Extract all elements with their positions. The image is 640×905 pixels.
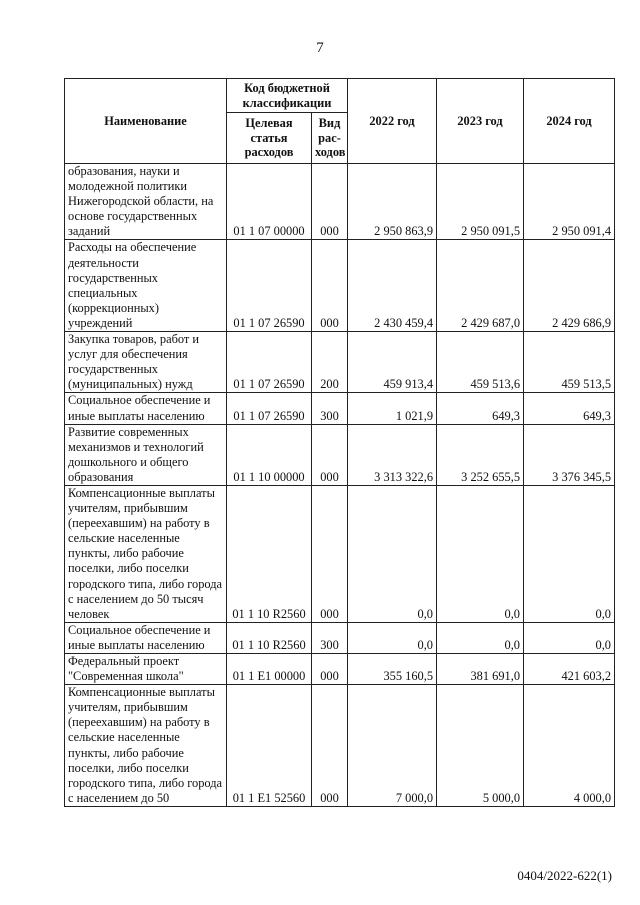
row-value-2022: 0,0	[348, 485, 437, 622]
header-expense-type: Вид рас-ходов	[312, 113, 348, 164]
row-name: Социальное обеспечение и иные выплаты населению	[65, 393, 227, 424]
row-value-2022: 459 913,4	[348, 332, 437, 393]
header-name: Наименование	[65, 79, 227, 164]
table-row	[65, 164, 615, 240]
row-type: 000	[312, 424, 348, 485]
row-name: Компенсационные выплаты учителям, прибывшим (переехавшим) на работу в сельские населенные пункты, либо рабочие поселки, либо поселки городского типа, либо города с населением до 50 тысяч человек	[65, 485, 227, 622]
row-value-2024: 0,0	[524, 622, 615, 653]
table-row	[65, 393, 615, 424]
row-value-2024: 421 603,2	[524, 654, 615, 685]
row-value-2023: 2 950 091,5	[437, 164, 524, 240]
row-value-2023: 5 000,0	[437, 685, 524, 807]
table-row	[65, 424, 615, 485]
table-header	[65, 79, 615, 164]
header-year-2024: 2024 год	[524, 79, 615, 164]
row-value-2022: 1 021,9	[348, 393, 437, 424]
row-type: 000	[312, 240, 348, 332]
row-value-2024: 459 513,5	[524, 332, 615, 393]
row-value-2024: 3 376 345,5	[524, 424, 615, 485]
row-name: Федеральный проект "Современная школа"	[65, 654, 227, 685]
row-code: 01 1 07 26590	[227, 332, 312, 393]
document-code: 0404/2022-622(1)	[517, 868, 612, 883]
row-type: 300	[312, 393, 348, 424]
row-name: Развитие современных механизмов и технологий дошкольного и общего образования	[65, 424, 227, 485]
table-row	[65, 622, 615, 653]
row-value-2023: 0,0	[437, 622, 524, 653]
table-body	[65, 164, 615, 807]
row-value-2024: 2 429 686,9	[524, 240, 615, 332]
row-code: 01 1 E1 52560	[227, 685, 312, 807]
row-code: 01 1 07 00000	[227, 164, 312, 240]
table-row	[65, 654, 615, 685]
row-type: 000	[312, 685, 348, 807]
row-value-2024: 649,3	[524, 393, 615, 424]
row-type: 300	[312, 622, 348, 653]
header-budget-code: Код бюджетной классификации	[227, 79, 348, 113]
row-value-2024: 0,0	[524, 485, 615, 622]
row-type: 200	[312, 332, 348, 393]
table-row	[65, 332, 615, 393]
row-code: 01 1 10 R2560	[227, 622, 312, 653]
row-value-2023: 381 691,0	[437, 654, 524, 685]
row-value-2022: 3 313 322,6	[348, 424, 437, 485]
row-code: 01 1 07 26590	[227, 393, 312, 424]
budget-table	[64, 78, 615, 807]
header-year-2022: 2022 год	[348, 79, 437, 164]
row-name: Социальное обеспечение и иные выплаты населению	[65, 622, 227, 653]
row-name: Закупка товаров, работ и услуг для обеспечения государственных (муниципальных) нужд	[65, 332, 227, 393]
row-name: образования, науки и молодежной политики Нижегородской области, на основе государственных заданий	[65, 164, 227, 240]
header-year-2023: 2023 год	[437, 79, 524, 164]
row-value-2024: 4 000,0	[524, 685, 615, 807]
row-type: 000	[312, 654, 348, 685]
row-value-2022: 355 160,5	[348, 654, 437, 685]
row-type: 000	[312, 164, 348, 240]
row-code: 01 1 10 00000	[227, 424, 312, 485]
row-code: 01 1 E1 00000	[227, 654, 312, 685]
page-number: 7	[316, 40, 324, 56]
table-row	[65, 485, 615, 622]
row-value-2023: 459 513,6	[437, 332, 524, 393]
row-value-2023: 3 252 655,5	[437, 424, 524, 485]
row-value-2022: 7 000,0	[348, 685, 437, 807]
row-name: Расходы на обеспечение деятельности государственных специальных (коррекционных) учреждений	[65, 240, 227, 332]
row-value-2022: 2 950 863,9	[348, 164, 437, 240]
row-code: 01 1 07 26590	[227, 240, 312, 332]
row-type: 000	[312, 485, 348, 622]
row-name: Компенсационные выплаты учителям, прибывшим (переехавшим) на работу в сельские населенные пункты, либо рабочие поселки, либо поселки городского типа, либо города с населением до 50	[65, 685, 227, 807]
row-value-2022: 0,0	[348, 622, 437, 653]
row-value-2022: 2 430 459,4	[348, 240, 437, 332]
row-value-2024: 2 950 091,4	[524, 164, 615, 240]
header-target-article: Целевая статья расходов	[227, 113, 312, 164]
row-code: 01 1 10 R2560	[227, 485, 312, 622]
row-value-2023: 0,0	[437, 485, 524, 622]
table-row	[65, 685, 615, 807]
row-value-2023: 2 429 687,0	[437, 240, 524, 332]
row-value-2023: 649,3	[437, 393, 524, 424]
table-row	[65, 240, 615, 332]
